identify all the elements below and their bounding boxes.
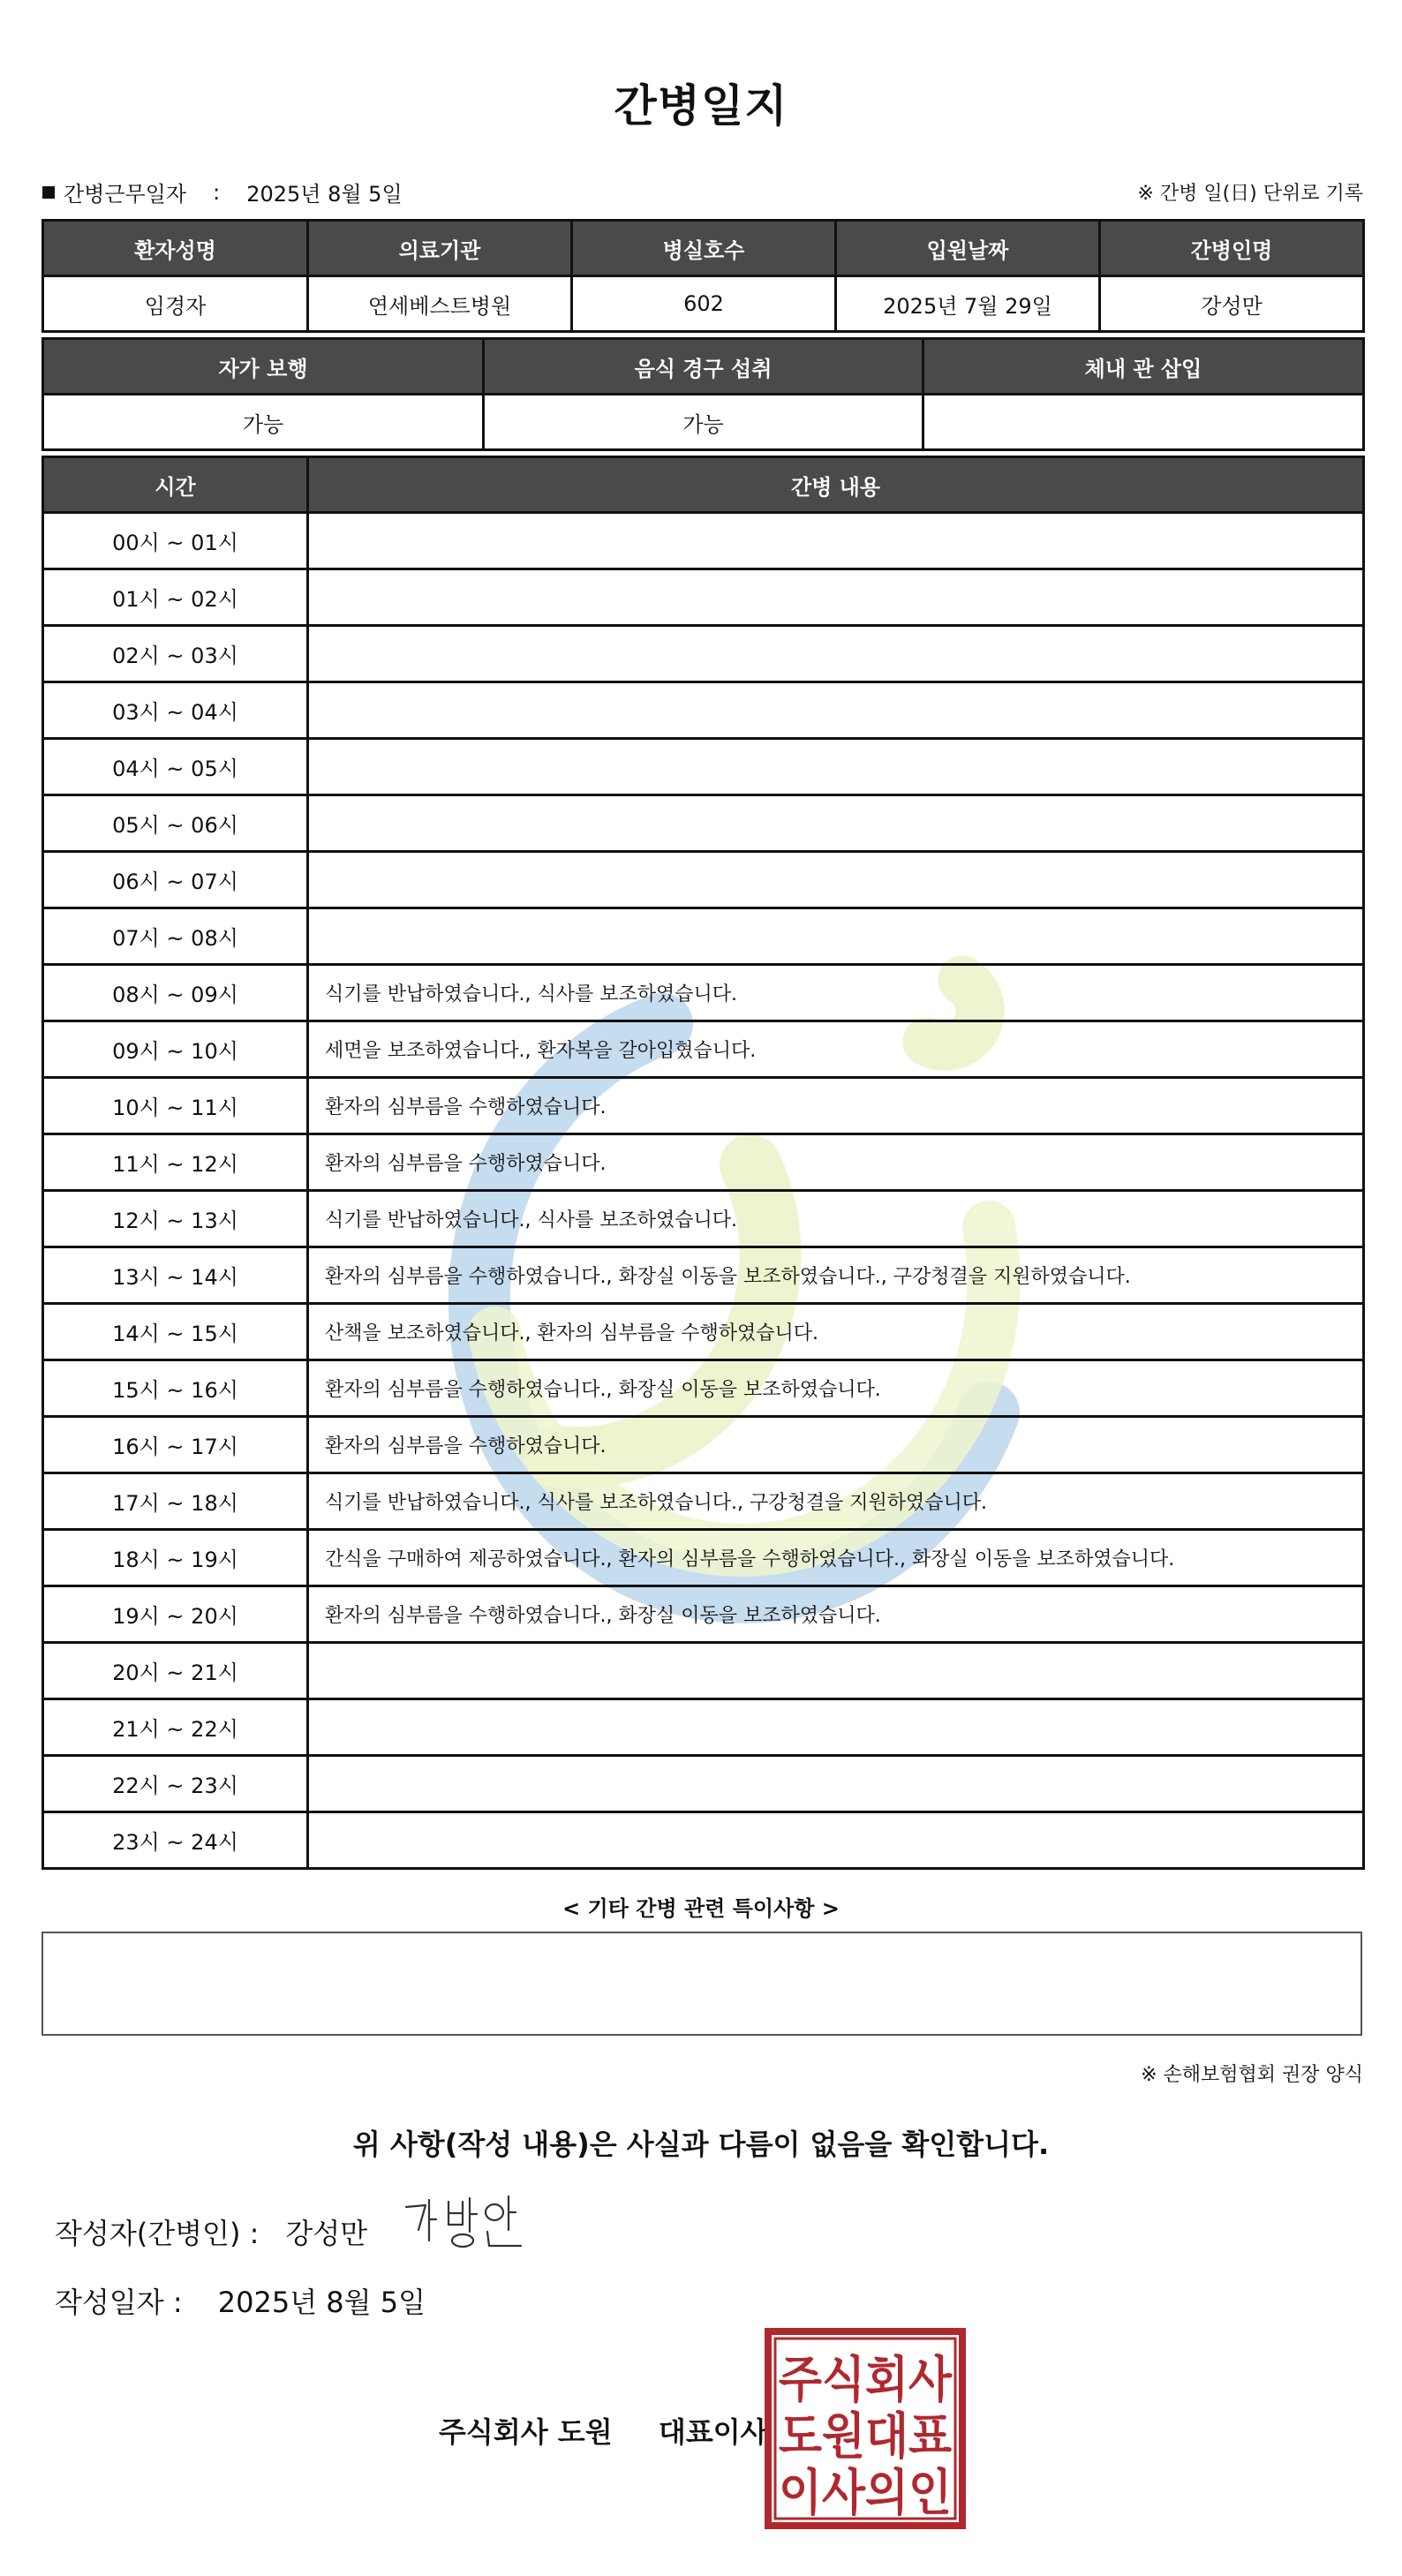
care-content bbox=[308, 795, 1364, 852]
table-row bbox=[43, 908, 1364, 965]
header-tube-insertion: 체내 관 삽입 bbox=[923, 339, 1364, 395]
table-row bbox=[43, 513, 1364, 569]
care-content: 식기를 반납하였습니다., 식사를 보조하였습니다. bbox=[308, 965, 1364, 1021]
header-self-walking: 자가 보행 bbox=[43, 339, 484, 395]
time-slot: 04시 ~ 05시 bbox=[43, 739, 308, 795]
care-content bbox=[308, 626, 1364, 682]
care-content bbox=[308, 908, 1364, 965]
time-slot: 19시 ~ 20시 bbox=[43, 1586, 308, 1643]
oral-intake-value: 가능 bbox=[484, 395, 923, 450]
header-time: 시간 bbox=[43, 457, 308, 513]
unit-note: ※ 간병 일(日) 단위로 기록 bbox=[1137, 183, 1363, 205]
care-content: 간식을 구매하여 제공하였습니다., 환자의 심부름을 수행하였습니다., 화장실 이동을 보조하였습니다. bbox=[308, 1530, 1364, 1586]
svg-text:이사의인: 이사의인 bbox=[779, 2465, 952, 2522]
time-slot: 15시 ~ 16시 bbox=[43, 1360, 308, 1417]
table-row bbox=[43, 1530, 1364, 1586]
handwritten-signature bbox=[399, 2188, 531, 2258]
table-row bbox=[43, 1643, 1364, 1699]
header-admission-date: 입원날짜 bbox=[836, 221, 1100, 276]
table-row bbox=[43, 569, 1364, 626]
room-number: 602 bbox=[572, 276, 836, 332]
time-slot: 20시 ~ 21시 bbox=[43, 1643, 308, 1699]
table-row bbox=[43, 682, 1364, 739]
care-content bbox=[308, 569, 1364, 626]
writer-line bbox=[55, 2211, 367, 2252]
table-row bbox=[43, 1417, 1364, 1473]
care-content bbox=[308, 1699, 1364, 1756]
table-row bbox=[43, 1586, 1364, 1643]
form-note: ※ 손해보험협회 권장 양식 bbox=[1141, 2064, 1363, 2086]
table-row bbox=[43, 1473, 1364, 1530]
writer-name: 강성만 bbox=[285, 2217, 368, 2250]
table-row bbox=[43, 1134, 1364, 1191]
work-date bbox=[42, 177, 403, 207]
time-slot: 21시 ~ 22시 bbox=[43, 1699, 308, 1756]
time-slot: 22시 ~ 23시 bbox=[43, 1756, 308, 1812]
care-content bbox=[308, 682, 1364, 739]
document-title: 간병일지 bbox=[614, 80, 788, 132]
header-oral-intake: 음식 경구 섭취 bbox=[484, 339, 923, 395]
time-slot: 02시 ~ 03시 bbox=[43, 626, 308, 682]
work-date-sep: : bbox=[213, 179, 221, 205]
time-slot: 09시 ~ 10시 bbox=[43, 1021, 308, 1078]
care-content bbox=[308, 1812, 1364, 1869]
care-content: 환자의 심부름을 수행하였습니다., 화장실 이동을 보조하였습니다. bbox=[308, 1586, 1364, 1643]
care-content: 식기를 반납하였습니다., 식사를 보조하였습니다., 구강청결을 지원하였습니다. bbox=[308, 1473, 1364, 1530]
time-slot: 23시 ~ 24시 bbox=[43, 1812, 308, 1869]
care-content bbox=[308, 739, 1364, 795]
time-slot: 00시 ~ 01시 bbox=[43, 513, 308, 569]
notes-box bbox=[41, 1932, 1362, 2036]
table-row bbox=[43, 965, 1364, 1021]
patient-name: 임경자 bbox=[43, 276, 308, 332]
black-square-bullet-icon bbox=[42, 186, 55, 199]
company-name: 주식회사 도원 bbox=[439, 2415, 613, 2449]
time-slot: 06시 ~ 07시 bbox=[43, 852, 308, 908]
table-row bbox=[43, 739, 1364, 795]
table-row bbox=[43, 795, 1364, 852]
svg-text:주식회사: 주식회사 bbox=[779, 2352, 953, 2409]
hospital: 연세베스트병원 bbox=[308, 276, 572, 332]
care-content bbox=[308, 852, 1364, 908]
table-row bbox=[43, 1304, 1364, 1360]
care-content: 환자의 심부름을 수행하였습니다., 화장실 이동을 보조하였습니다. bbox=[308, 1360, 1364, 1417]
table-row bbox=[43, 1078, 1364, 1134]
table-row bbox=[43, 1360, 1364, 1417]
time-slot: 12시 ~ 13시 bbox=[43, 1191, 308, 1247]
time-slot: 14시 ~ 15시 bbox=[43, 1304, 308, 1360]
work-date-value: 2025년 8월 5일 bbox=[246, 182, 403, 207]
notes-label: < 기타 간병 관련 특이사항 > bbox=[562, 1896, 840, 1921]
care-content: 환자의 심부름을 수행하였습니다. bbox=[308, 1078, 1364, 1134]
time-slot: 03시 ~ 04시 bbox=[43, 682, 308, 739]
company-title: 대표이사 bbox=[658, 2415, 768, 2449]
company-seal-stamp bbox=[765, 2328, 966, 2529]
time-slot: 17시 ~ 18시 bbox=[43, 1473, 308, 1530]
care-log-table bbox=[41, 456, 1365, 1870]
care-content: 세면을 보조하였습니다., 환자복을 갈아입혔습니다. bbox=[308, 1021, 1364, 1078]
writer-label: 작성자(간병인) : bbox=[55, 2217, 260, 2250]
table-row bbox=[43, 1699, 1364, 1756]
header-hospital: 의료기관 bbox=[308, 221, 572, 276]
time-slot: 05시 ~ 06시 bbox=[43, 795, 308, 852]
patient-info-table bbox=[41, 219, 1365, 333]
time-slot: 16시 ~ 17시 bbox=[43, 1417, 308, 1473]
header-care-content: 간병 내용 bbox=[308, 457, 1364, 513]
time-slot: 08시 ~ 09시 bbox=[43, 965, 308, 1021]
care-content: 산책을 보조하였습니다., 환자의 심부름을 수행하였습니다. bbox=[308, 1304, 1364, 1360]
care-content bbox=[308, 1756, 1364, 1812]
svg-text:도원대표: 도원대표 bbox=[779, 2408, 952, 2466]
time-slot: 13시 ~ 14시 bbox=[43, 1247, 308, 1304]
table-row bbox=[43, 1021, 1364, 1078]
admission-date: 2025년 7월 29일 bbox=[836, 276, 1100, 332]
confirmation-statement: 위 사항(작성 내용)은 사실과 다름이 없음을 확인합니다. bbox=[352, 2128, 1050, 2161]
written-date-line bbox=[55, 2280, 426, 2321]
table-row bbox=[43, 1756, 1364, 1812]
header-caregiver-name: 간병인명 bbox=[1100, 221, 1364, 276]
care-content bbox=[308, 1643, 1364, 1699]
time-slot: 18시 ~ 19시 bbox=[43, 1530, 308, 1586]
care-content: 환자의 심부름을 수행하였습니다. bbox=[308, 1417, 1364, 1473]
patient-status-table bbox=[41, 337, 1365, 451]
work-date-label: 간병근무일자 bbox=[64, 182, 187, 207]
table-row bbox=[43, 1247, 1364, 1304]
table-row bbox=[43, 1812, 1364, 1869]
header-room: 병실호수 bbox=[572, 221, 836, 276]
company-line bbox=[439, 2410, 768, 2451]
written-date-label: 작성일자 : bbox=[55, 2286, 183, 2319]
care-content: 식기를 반납하였습니다., 식사를 보조하였습니다. bbox=[308, 1191, 1364, 1247]
time-slot: 07시 ~ 08시 bbox=[43, 908, 308, 965]
time-slot: 10시 ~ 11시 bbox=[43, 1078, 308, 1134]
time-slot: 01시 ~ 02시 bbox=[43, 569, 308, 626]
written-date-value: 2025년 8월 5일 bbox=[217, 2286, 426, 2319]
table-row bbox=[43, 1191, 1364, 1247]
care-content: 환자의 심부름을 수행하였습니다., 화장실 이동을 보조하였습니다., 구강청결을 지원하였습니다. bbox=[308, 1247, 1364, 1304]
time-slot: 11시 ~ 12시 bbox=[43, 1134, 308, 1191]
tube-insertion-value bbox=[923, 395, 1364, 450]
care-content bbox=[308, 513, 1364, 569]
care-content: 환자의 심부름을 수행하였습니다. bbox=[308, 1134, 1364, 1191]
table-row bbox=[43, 626, 1364, 682]
header-patient-name: 환자성명 bbox=[43, 221, 308, 276]
self-walking-value: 가능 bbox=[43, 395, 484, 450]
table-row bbox=[43, 852, 1364, 908]
caregiver-name: 강성만 bbox=[1100, 276, 1364, 332]
